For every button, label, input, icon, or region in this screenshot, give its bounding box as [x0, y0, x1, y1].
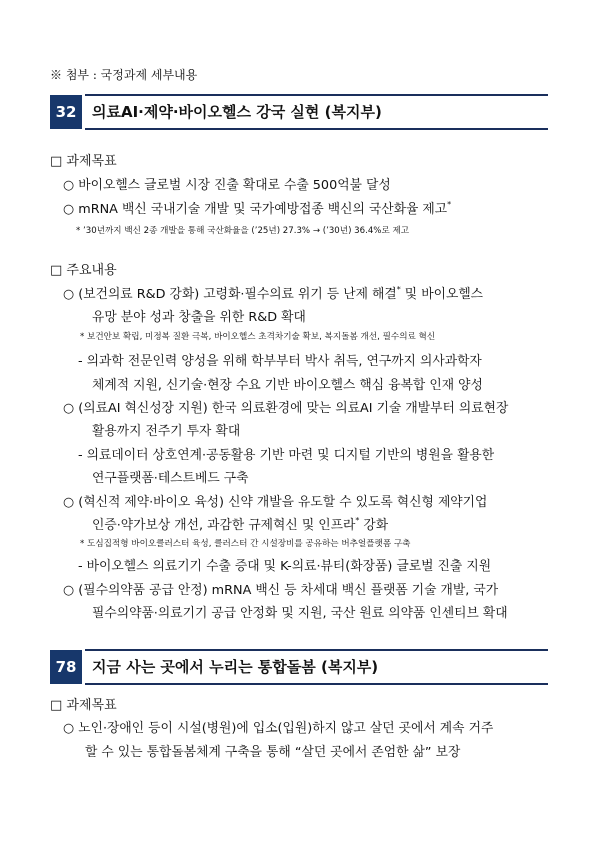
section-bottom-rule	[85, 683, 548, 685]
goal-note: * ’30년까지 백신 2종 개발을 통해 국산화율을 (’25년) 27.3% → (’30년) 36.4%로 제고	[76, 226, 410, 236]
section-number-32: 32	[50, 95, 82, 129]
content-subitem-medical-data: - 의료데이터 상호연계·공동활용 기반 마련 및 디지털 기반의 병원을 활용한	[78, 448, 495, 463]
section-title-32: 의료AI·제약·바이오헬스 강국 실현 (복지부)	[92, 103, 382, 121]
attachment-label: ※ 첨부 : 국정과제 세부내용	[50, 68, 198, 82]
section-bottom-rule	[85, 128, 548, 130]
goal-item-1: ○ 바이오헬스 글로벌 시장 진출 확대로 수출 500억불 달성	[63, 178, 391, 193]
content-item-essential-drugs-cont: 필수의약품·의료기기 공급 안정화 및 지원, 국산 원료 의약품 인센티브 확대	[92, 606, 508, 621]
content-subitem-medical-talent: - 의과학 전문인력 양성을 위해 학부부터 박사 취득, 연구까지 의사과학자	[78, 354, 482, 369]
goal-header-78: □ 과제목표	[50, 698, 117, 713]
content-note-pharma: * 도심집적형 바이오클러스터 육성, 클러스터 간 시설장비를 공유하는 버추얼플랫폼 구축	[80, 539, 411, 549]
content-subitem-medical-data-cont: 연구플랫폼·테스트베드 구축	[92, 471, 249, 486]
content-item-rnd: ○ (보건의료 R&D 강화) 고령화·필수의료 위기 등 난제 해결* 및 바이오헬스	[63, 285, 484, 302]
goal-item-2: ○ mRNA 백신 국내기술 개발 및 국가예방접종 백신의 국산화율 제고*	[63, 200, 452, 217]
section-title-78: 지금 사는 곳에서 누리는 통합돌봄 (복지부)	[92, 658, 379, 676]
section-top-rule	[85, 94, 548, 96]
content-item-medical-ai-cont: 활용까지 전주기 투자 확대	[92, 424, 241, 439]
content-note-rnd: * 보건안보 확립, 미정복 질환 극복, 바이오헬스 초격차기술 확보, 복지돌봄 개선, 필수의료 혁신	[80, 332, 436, 342]
content-header: □ 주요내용	[50, 263, 117, 278]
content-item-rnd-cont: 유망 분야 성과 창출을 위한 R&D 확대	[92, 310, 306, 325]
goal-item-care-cont: 할 수 있는 통합돌봄체계 구축을 통해 “살던 곳에서 존엄한 삶” 보장	[85, 745, 461, 760]
content-subitem-medical-talent-cont: 체계적 지원, 신기술·현장 수요 기반 바이오헬스 핵심 융복합 인재 양성	[92, 378, 483, 393]
goal-header: □ 과제목표	[50, 154, 117, 169]
content-item-pharma-cont: 인증·약가보상 개선, 과감한 규제혁신 및 인프라* 강화	[92, 516, 389, 533]
content-item-pharma: ○ (혁신적 제약·바이오 육성) 신약 개발을 유도할 수 있도록 혁신형 제약기업	[63, 495, 488, 510]
content-subitem-export: - 바이오헬스 의료기기 수출 증대 및 K-의료·뷰티(화장품) 글로벌 진출 지원	[78, 559, 492, 574]
content-item-essential-drugs: ○ (필수의약품 공급 안정) mRNA 백신 등 차세대 백신 플랫폼 기술 개발, 국가	[63, 583, 499, 598]
section-top-rule	[85, 649, 548, 651]
content-item-medical-ai: ○ (의료AI 혁신성장 지원) 한국 의료환경에 맞는 의료AI 기술 개발부터 의료현장	[63, 401, 509, 416]
goal-item-care: ○ 노인·장애인 등이 시설(병원)에 입소(입원)하지 않고 살던 곳에서 계속 거주	[63, 721, 494, 736]
section-number-78: 78	[50, 650, 82, 684]
